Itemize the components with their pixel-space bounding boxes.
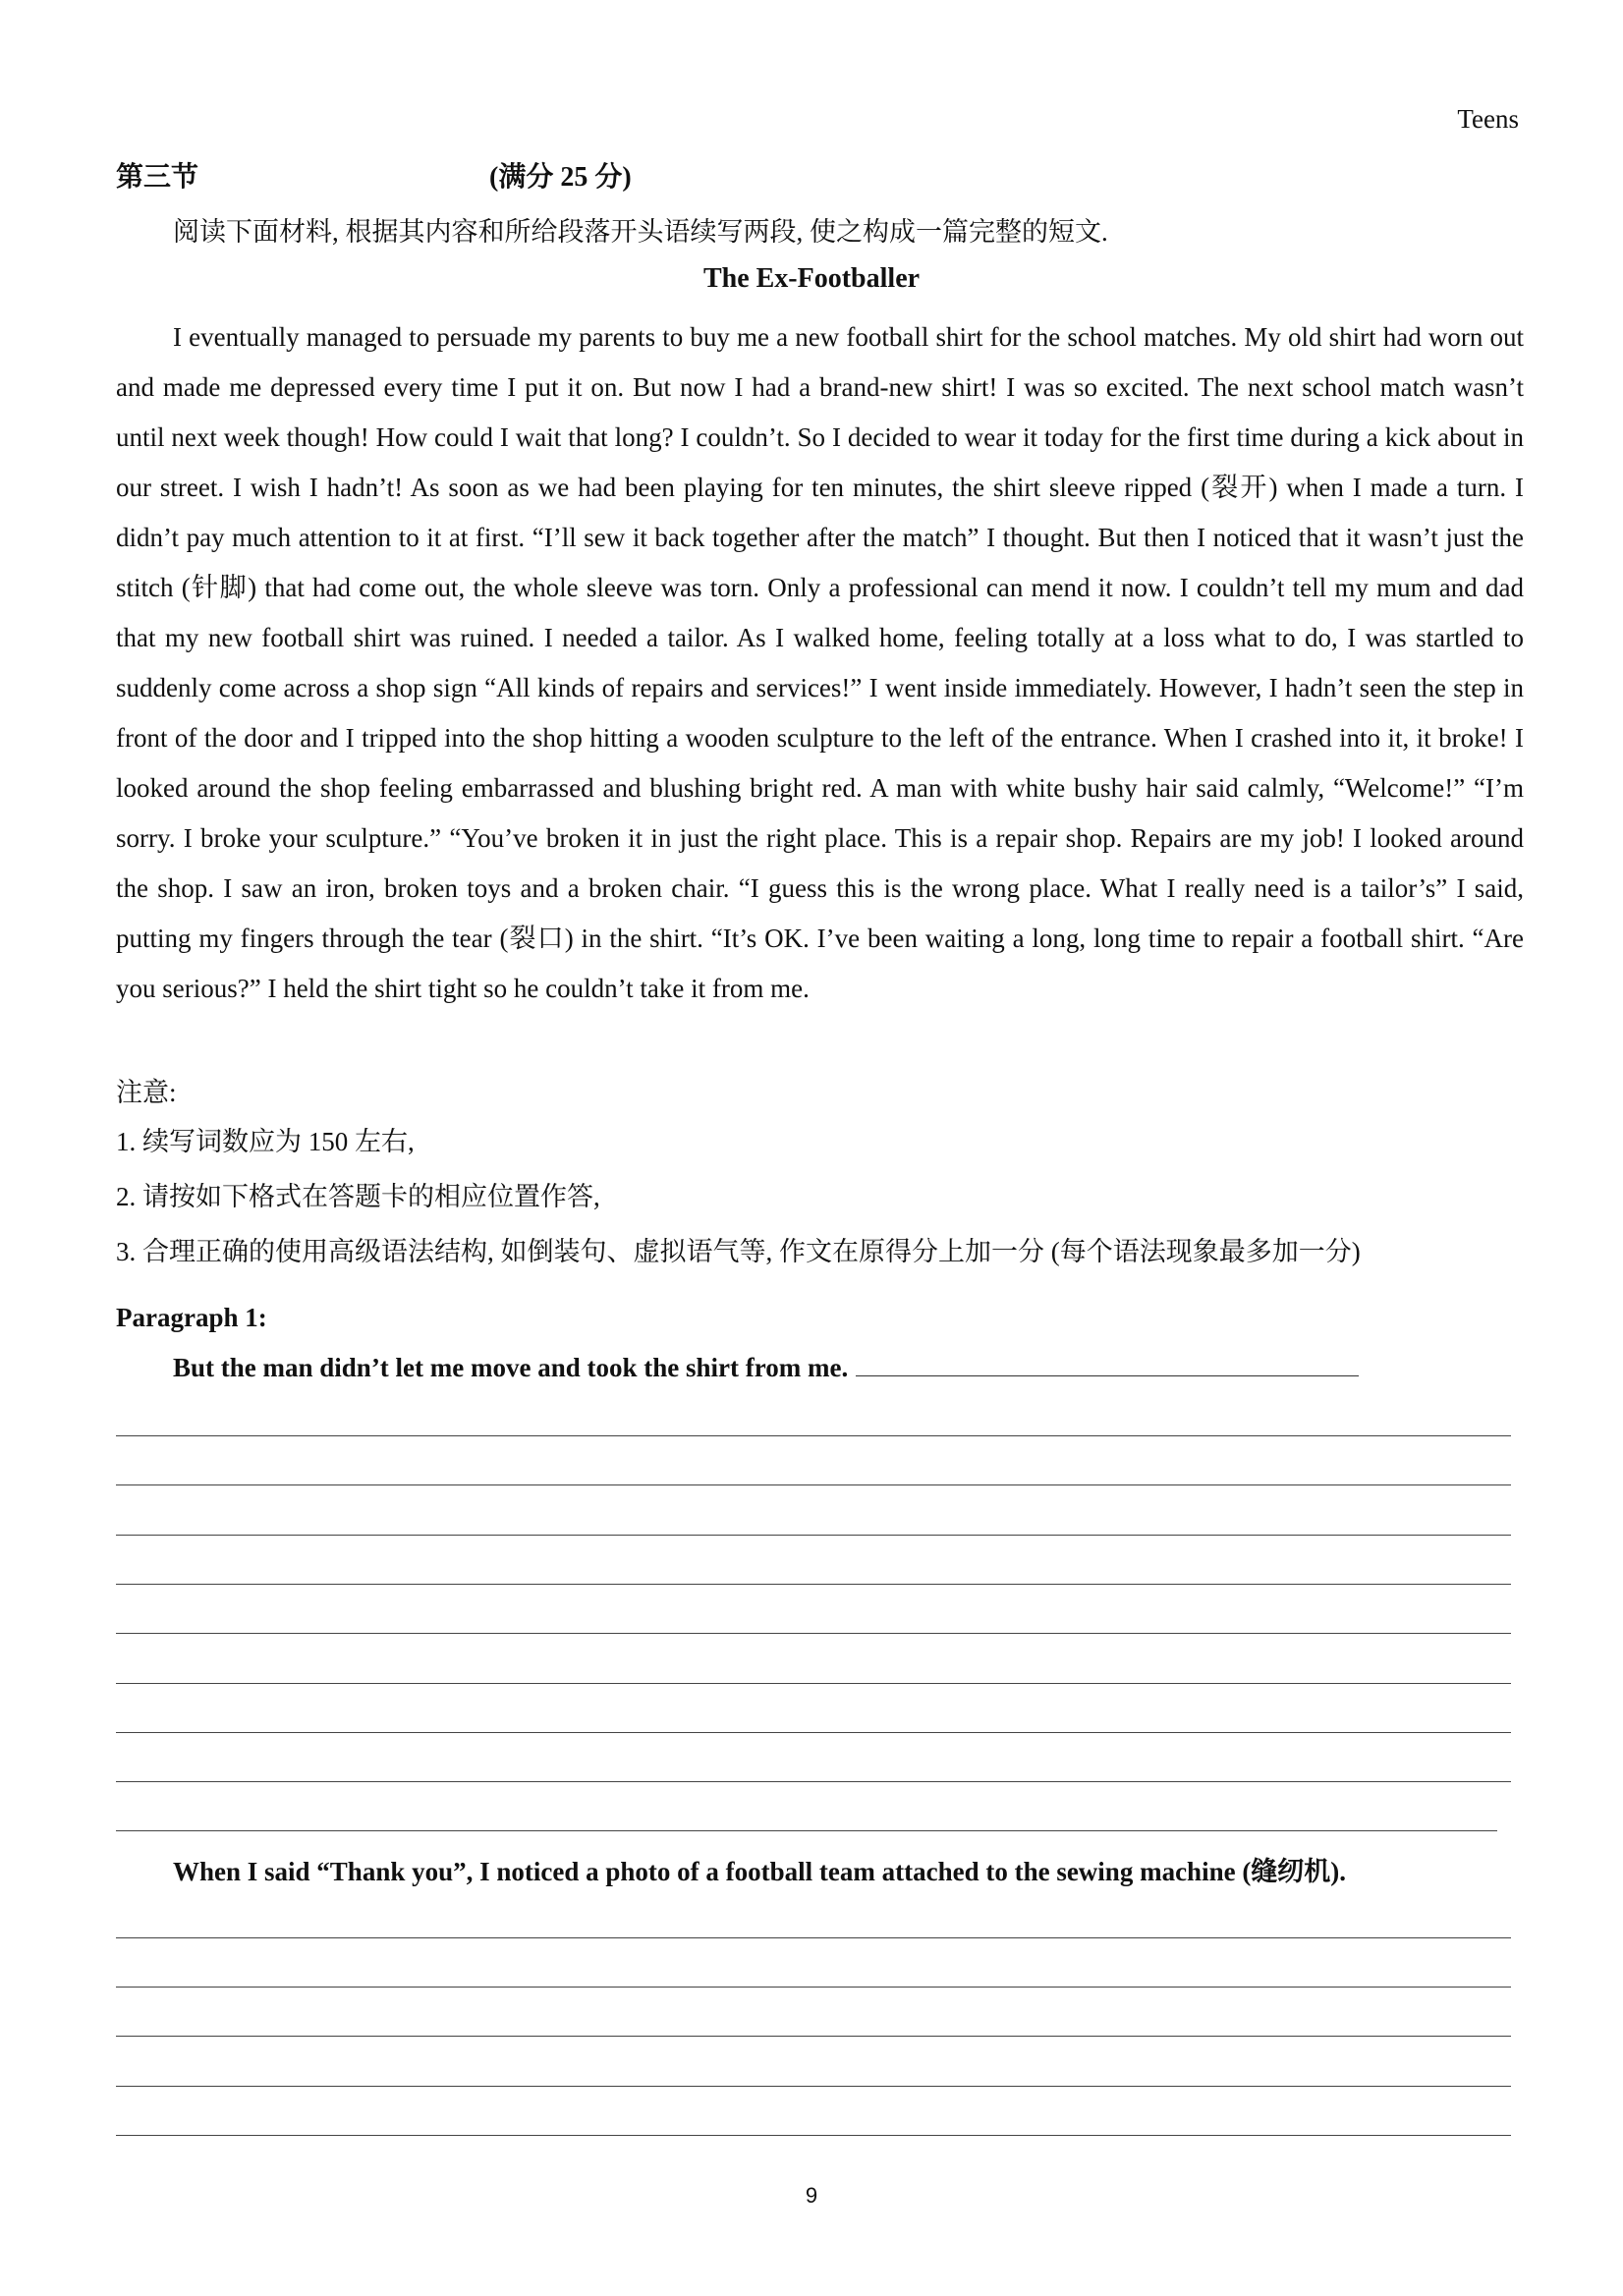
story-passage	[116, 312, 1524, 1014]
paragraph-1-opening: But the man didn’t let me move and took the shirt from me.	[173, 1353, 849, 1382]
paragraph-2-opening: When I said “Thank you”, I noticed a photo of a football team attached to the sewing machine (缝纫机).	[173, 1857, 1347, 1886]
paragraph-1-label: Paragraph 1:	[116, 1303, 267, 1332]
answer-line[interactable]	[116, 1683, 1511, 1684]
header-label: Teens	[1457, 104, 1519, 134]
story-title: The Ex-Footballer	[702, 263, 921, 294]
note-item: 3. 合理正确的使用高级语法结构, 如倒装句、虚拟语气等, 作文在原得分上加一分 (每个语法现象最多加一分)	[116, 1237, 1361, 1266]
paragraph-1-prompt	[173, 1350, 1359, 1383]
story-text: I eventually managed to persuade my parents to buy me a new football shirt for the school matches. My old shirt had worn out and made me depressed every time I put it on. But now I had a brand-new shirt! I was so excited. The next school match wasn’t until next week though! How could I wait that long? I couldn’t. So I decided to wear it today for the first time during a kick about in our street. I wish I hadn’t! As soon as we had been playing for ten minutes, the shirt sleeve ripped (裂开) when I made a turn. I didn’t pay much attention to it at first. “I’ll sew it back together after the match” I thought. But then I noticed that it wasn’t just the stitch (针脚) that had come out, the whole sleeve was torn. Only a professional can mend it now. I couldn’t tell my mum and dad that my new football shirt was ruined. I needed a tailor. As I walked home, feeling totally at a loss what to do, I was startled to suddenly come across a shop sign “All kinds of repairs and services!” I went inside immediately. However, I hadn’t seen the step in front of the door and I tripped into the shop hitting a wooden sculpture to the left of the entrance. When I crashed into it, it broke! I looked around the shop feeling embarrassed and blushing bright red. A man with white bushy hair said calmly, “Welcome!” “I’m sorry. I broke your sculpture.” “You’ve broken it in just the right place. This is a repair shop. Repairs are my job! I looked around the shop. I saw an iron, broken toys and a broken chair. “I guess this is the wrong place. What I really need is a tailor’s” I said, putting my fingers through the tear (裂口) in the shirt. “It’s OK. I’ve been waiting a long, long time to repair a football shirt. “Are you serious?” I held the shirt tight so he couldn’t take it from me.	[116, 322, 1524, 1003]
answer-line[interactable]	[116, 1484, 1511, 1485]
notes-heading: 注意:	[116, 1078, 177, 1107]
answer-line[interactable]	[116, 1987, 1511, 1988]
paragraph-2-prompt	[173, 1850, 1346, 1888]
notes-block	[116, 1071, 1524, 1279]
note-item: 2. 请按如下格式在答题卡的相应位置作答,	[116, 1182, 600, 1211]
answer-line[interactable]	[116, 2086, 1511, 2087]
answer-line[interactable]	[116, 1937, 1511, 1938]
answer-line[interactable]	[116, 2135, 1511, 2136]
note-item: 1. 续写词数应为 150 左右,	[116, 1127, 415, 1156]
section-heading	[116, 155, 1491, 195]
answer-blank[interactable]	[856, 1350, 1359, 1376]
answer-line[interactable]	[116, 1584, 1511, 1585]
answer-line[interactable]	[116, 1633, 1511, 1634]
section-title: 第三节	[116, 162, 199, 193]
section-score: (满分 25 分)	[489, 162, 632, 193]
answer-line[interactable]	[116, 1781, 1511, 1782]
answer-line[interactable]	[116, 1830, 1497, 1831]
page-number: 9	[805, 2183, 818, 2208]
answer-line[interactable]	[116, 1535, 1511, 1536]
answer-line[interactable]	[116, 2036, 1511, 2037]
answer-line[interactable]	[116, 1435, 1511, 1436]
section-instruction: 阅读下面材料, 根据其内容和所给段落开头语续写两段, 使之构成一篇完整的短文.	[173, 217, 1108, 247]
answer-line[interactable]	[116, 1732, 1511, 1733]
